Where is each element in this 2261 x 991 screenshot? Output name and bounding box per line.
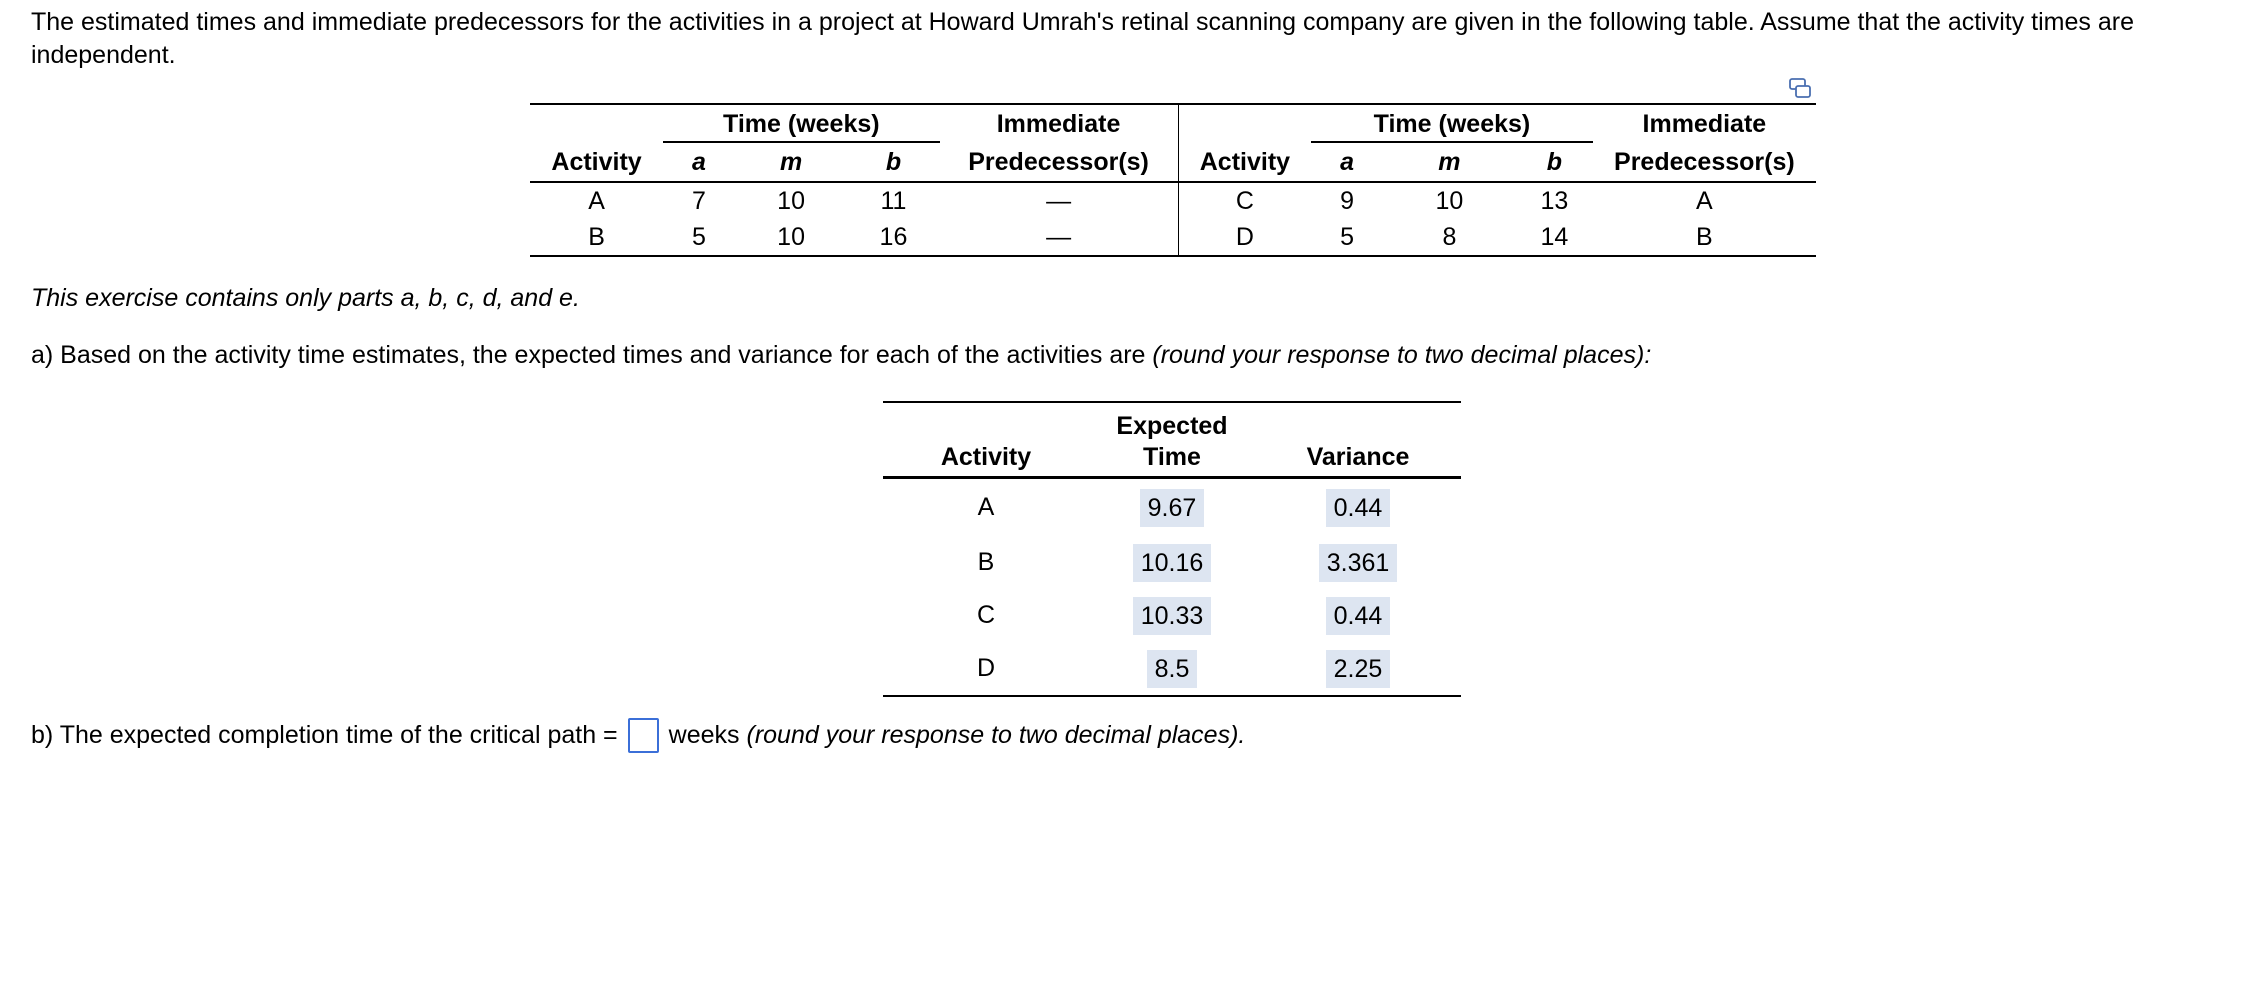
b-cell: 13 — [1540, 186, 1569, 215]
expected-time-answer[interactable]: 8.5 — [1147, 650, 1198, 688]
a-cell: 9 — [1340, 186, 1354, 215]
m-cell: 10 — [777, 186, 805, 215]
expected-time-answer[interactable]: 10.33 — [1133, 597, 1212, 635]
predecessor-header-right: Predecessor(s) — [1593, 143, 1816, 182]
part-b-hint: (round your response to two decimal places). — [746, 721, 1246, 749]
variance-answer[interactable]: 0.44 — [1326, 489, 1391, 527]
expected-time-answer[interactable]: 9.67 — [1140, 489, 1205, 527]
m-cell: 10 — [735, 219, 848, 256]
a-header-right: a — [1311, 143, 1383, 182]
expected-time-table — [883, 401, 1461, 697]
table-row — [530, 219, 1816, 256]
activity-cell: B — [530, 219, 663, 256]
a-header-left: a — [663, 143, 735, 182]
variance-answer[interactable]: 3.361 — [1319, 544, 1398, 582]
b-cell: 16 — [847, 219, 939, 256]
b-cell: 11 — [880, 186, 907, 215]
b-header-left: b — [847, 143, 939, 182]
exercise-note: This exercise contains only parts a, b, c, d, and e. — [31, 284, 580, 312]
critical-path-time-input[interactable] — [628, 718, 659, 753]
predecessor-header-left: Predecessor(s) — [940, 143, 1179, 182]
variance-header: Variance — [1255, 402, 1461, 478]
activity-cell: B — [977, 548, 995, 576]
variance-answer[interactable]: 2.25 — [1326, 650, 1391, 688]
m-header-left: m — [735, 143, 848, 182]
activity-cell: A — [588, 186, 605, 215]
activity-header-right: Activity — [1178, 143, 1311, 182]
b-header-right: b — [1516, 143, 1593, 182]
table-row — [883, 589, 1461, 642]
m-cell: 10 — [1435, 186, 1464, 215]
activity-cell: C — [1178, 182, 1311, 219]
copy-icon[interactable] — [1788, 77, 1812, 99]
part-a-text: a) Based on the activity time estimates, the expected times and variance for each of the activities are — [31, 341, 1153, 369]
a-cell: 5 — [663, 219, 735, 256]
predecessor-cell: — — [940, 219, 1179, 256]
part-b-unit: weeks — [668, 721, 740, 749]
expected-time-answer[interactable]: 10.16 — [1133, 544, 1212, 582]
part-b-text: b) The expected completion time of the critical path = — [31, 721, 618, 749]
activity-cell: A — [977, 493, 995, 521]
time-weeks-header-left: Time (weeks) — [663, 104, 939, 143]
predecessor-cell: — — [1046, 186, 1072, 215]
activity-header: Activity — [883, 402, 1089, 478]
immediate-header-right: Immediate — [1593, 104, 1816, 143]
variance-answer[interactable]: 0.44 — [1326, 597, 1391, 635]
activity-cell: D — [1178, 219, 1311, 256]
a-cell: 7 — [691, 186, 706, 215]
activity-cell: C — [976, 601, 996, 629]
part-a-hint: (round your response to two decimal places): — [1152, 341, 1652, 369]
table-row — [883, 478, 1461, 537]
m-cell: 8 — [1383, 219, 1516, 256]
time-weeks-header-right: Time (weeks) — [1311, 104, 1593, 143]
expected-time-header: Expected Time — [1089, 402, 1255, 478]
a-cell: 5 — [1311, 219, 1383, 256]
m-header-right: m — [1383, 143, 1516, 182]
b-cell: 14 — [1516, 219, 1593, 256]
activity-table — [530, 103, 1816, 257]
part-a-prompt — [31, 341, 1651, 370]
activity-header-left: Activity — [530, 143, 663, 182]
table-row — [530, 182, 1816, 219]
part-b-prompt — [31, 717, 1245, 753]
table-row — [883, 642, 1461, 696]
problem-intro: The estimated times and immediate predecessors for the activities in a project at Howard Umrah's retinal scanning company are given in the following table. Assume that the activity times are independent. — [31, 8, 2134, 69]
predecessor-cell: B — [1593, 219, 1816, 256]
predecessor-cell: A — [1696, 186, 1713, 215]
immediate-header-left: Immediate — [940, 104, 1179, 143]
activity-cell: D — [883, 642, 1089, 696]
table-row — [883, 536, 1461, 589]
